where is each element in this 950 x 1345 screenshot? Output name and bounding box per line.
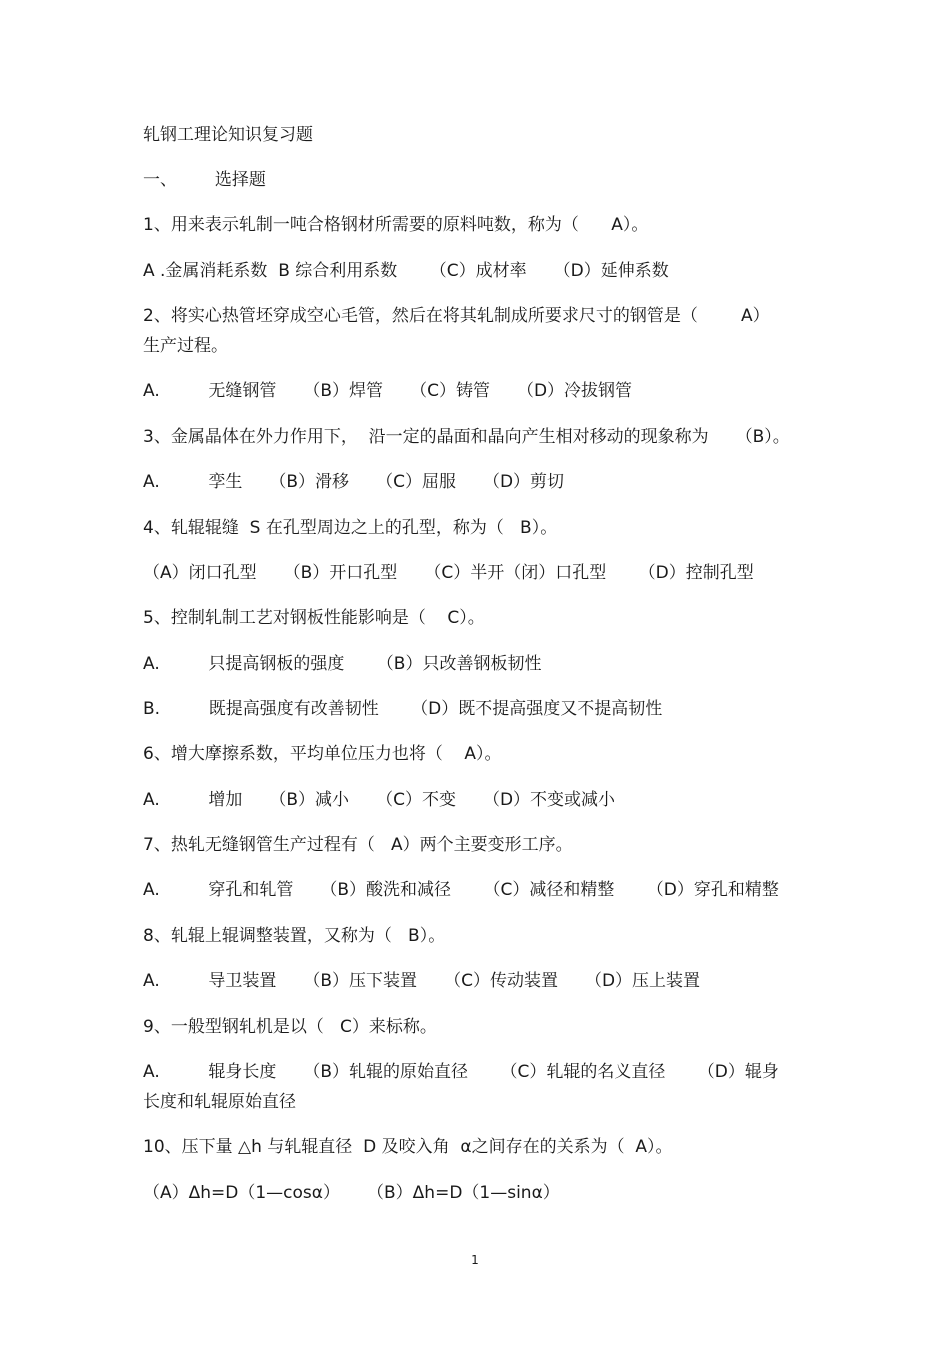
question-3: 3、金属晶体在外力作用下， 沿一定的晶面和晶向产生相对移动的现象称为 （B）。 [143,427,790,447]
section-heading: 一、 选择题 [143,170,266,190]
question-6: 6、增大摩擦系数，平均单位压力也将（ A）。 [143,744,502,764]
question-2: 2、将实心热管坯穿成空心毛管，然后在将其轧制成所要求尺寸的钢管是（ A） [143,306,770,326]
question-8-options: A. 导卫装置 （B）压下装置 （C）传动装置 （D）压上装置 [143,971,701,991]
question-5-options-b: B. 既提高强度有改善韧性 （D）既不提高强度又不提高韧性 [143,699,663,719]
question-9: 9、一般型钢轧机是以（ C）来标称。 [143,1017,437,1037]
question-4-options: （A）闭口孔型 （B）开口孔型 （C）半开（闭）口孔型 （D）控制孔型 [143,563,754,583]
question-7-options: A. 穿孔和轧管 （B）酸洗和减径 （C）减径和精整 （D）穿孔和精整 [143,880,779,900]
question-9-options-continued: 长度和轧辊原始直径 [143,1092,296,1112]
question-6-options: A. 增加 （B）减小 （C）不变 （D）不变或减小 [143,790,616,810]
question-2-continued: 生产过程。 [143,336,228,356]
question-10: 10、压下量 △h 与轧辊直径 D 及咬入角 α之间存在的关系为（ A）。 [143,1137,673,1157]
document-title: 轧钢工理论知识复习题 [143,125,313,145]
question-1-options: A .金属消耗系数 B 综合利用系数 （C）成材率 （D）延伸系数 [143,261,669,281]
question-2-options: A. 无缝钢管 （B）焊管 （C）铸管 （D）冷拔钢管 [143,381,633,401]
question-5: 5、控制轧制工艺对钢板性能影响是（ C）。 [143,608,485,628]
question-9-options: A. 辊身长度 （B）轧辊的原始直径 （C）轧辊的名义直径 （D）辊身 [143,1062,779,1082]
question-8: 8、轧辊上辊调整装置，又称为（ B）。 [143,926,446,946]
page-number: 1 [471,1253,479,1267]
question-7: 7、热轧无缝钢管生产过程有（ A）两个主要变形工序。 [143,835,573,855]
question-10-options: （A）Δh=D（1—cosα） （B）Δh=D（1—sinα） [143,1183,560,1203]
question-5-options-a: A. 只提高钢板的强度 （B）只改善钢板韧性 [143,654,542,674]
question-3-options: A. 孪生 （B）滑移 （C）屈服 （D）剪切 [143,472,565,492]
question-4: 4、轧辊辊缝 S 在孔型周边之上的孔型，称为（ B）。 [143,518,558,538]
question-1: 1、用来表示轧制一吨合格钢材所需要的原料吨数，称为（ A）。 [143,215,649,235]
